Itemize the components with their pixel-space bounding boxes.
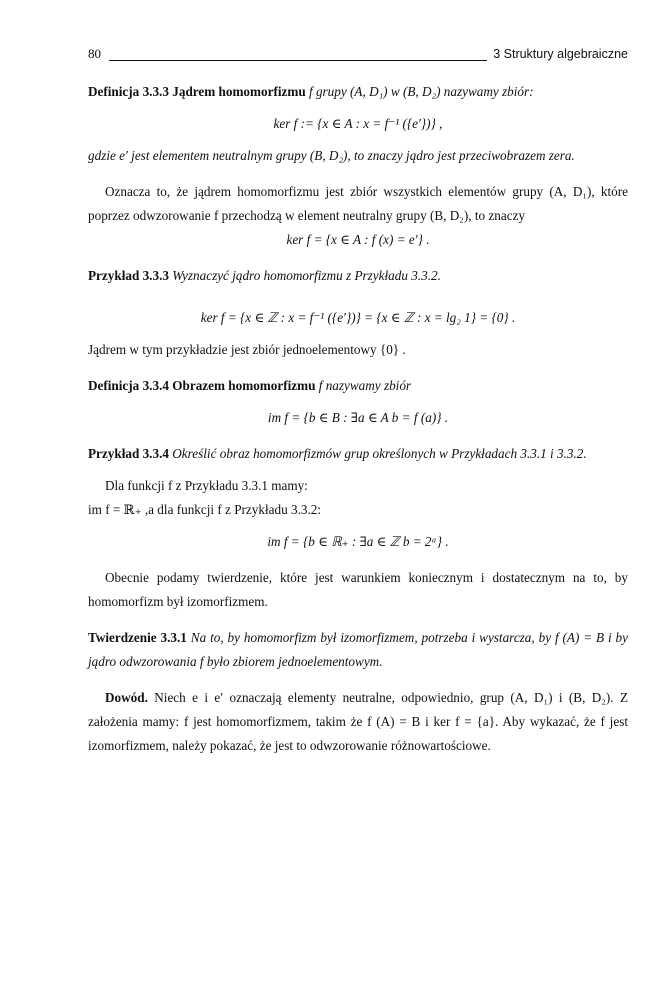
example-line-2: im f = ℝ₊ ,a dla funkcji f z Przykładu 3.3.2: — [88, 502, 322, 517]
image-example-formula: im f = {b ∈ ℝ₊ : ∃a ∈ ℤ b = 2ᵃ} . — [267, 534, 449, 549]
example-text: Wyznaczyć jądro homomorfizmu z Przykładu 3.3.2. — [172, 268, 441, 283]
definition-3-3-4 — [88, 374, 628, 398]
page-body — [88, 80, 628, 758]
kernel-example-formula: ker f = {x ∈ ℤ : x = f⁻¹ ({e′})} = {x ∈ ℤ : x = lg₂ 1} = {0} . — [200, 310, 516, 325]
definition-3-3-3 — [88, 80, 628, 104]
theorem-label: Twierdzenie 3.3.1 — [88, 630, 187, 645]
definition-term: Obrazem homomorfizmu — [172, 378, 316, 393]
definition-continuation: gdzie e′ jest elementem neutralnym grupy (B, D₂), to znaczy jądro jest przeciwobrazem zera. — [88, 148, 575, 163]
chapter-title: 3 Struktury algebraiczne — [493, 47, 628, 61]
page-number: 80 — [88, 46, 101, 61]
theorem-intro-paragraph: Obecnie podamy twierdzenie, które jest warunkiem koniecznym i dostatecznym na to, by homomorfizm był izomorfizmem. — [88, 570, 628, 609]
example-3-3-4 — [88, 442, 628, 466]
kernel-formula: ker f = {x ∈ A : f (x) = e′} . — [286, 232, 430, 247]
definition-label: Definicja 3.3.4 — [88, 378, 169, 393]
theorem-3-3-1 — [88, 626, 628, 674]
definition-text: f grupy (A, D₁) w (B, D₂) nazywamy zbiór: — [309, 84, 534, 99]
example-text: Określić obraz homomorfizmów grup określonych w Przykładach 3.3.1 i 3.3.2. — [172, 446, 587, 461]
kernel-definition-formula: ker f := {x ∈ A : x = f⁻¹ ({e′})} , — [273, 116, 443, 131]
theorem-text: Na to, by homomorfizm był izomorfizmem, potrzeba i wystarcza, by f (A) = B i by jądro odwzorowania f było zbiorem jednoelementowym. — [88, 630, 629, 669]
example-label: Przykład 3.3.4 — [88, 446, 169, 461]
kernel-explanation-paragraph: Oznacza to, że jądrem homomorfizmu jest zbiór wszystkich elementów grupy (A, D₁), które poprzez odwzorowanie f przechodzą w element neutralny grupy (B, D₂), to znaczy — [88, 184, 628, 223]
running-header — [88, 46, 628, 66]
definition-term: Jądrem homomorfizmu — [172, 84, 306, 99]
definition-label: Definicja 3.3.3 — [88, 84, 169, 99]
example-3-3-3 — [88, 264, 628, 288]
header-rule — [109, 60, 487, 61]
proof-paragraph — [88, 686, 628, 758]
definition-text: f nazywamy zbiór — [318, 378, 412, 393]
example-line-1: Dla funkcji f z Przykładu 3.3.1 mamy: — [105, 478, 308, 493]
proof-label: Dowód. — [105, 690, 148, 705]
example-label: Przykład 3.3.3 — [88, 268, 169, 283]
image-definition-formula: im f = {b ∈ B : ∃a ∈ A b = f (a)} . — [267, 410, 449, 425]
proof-text: Niech e i e′ oznaczają elementy neutralne, odpowiednio, grup (A, D₁) i (B, D₂). Z założenia mamy: f jest homomorfizmem, takim że f (A) = B i ker f = {a}. Aby wykazać, że f jest izomorfizmem, należy pokazać, że jest to odwzorowanie różnowartościowe. — [88, 690, 629, 753]
example-conclusion: Jądrem w tym przykładzie jest zbiór jednoelementowy {0} . — [88, 342, 406, 357]
